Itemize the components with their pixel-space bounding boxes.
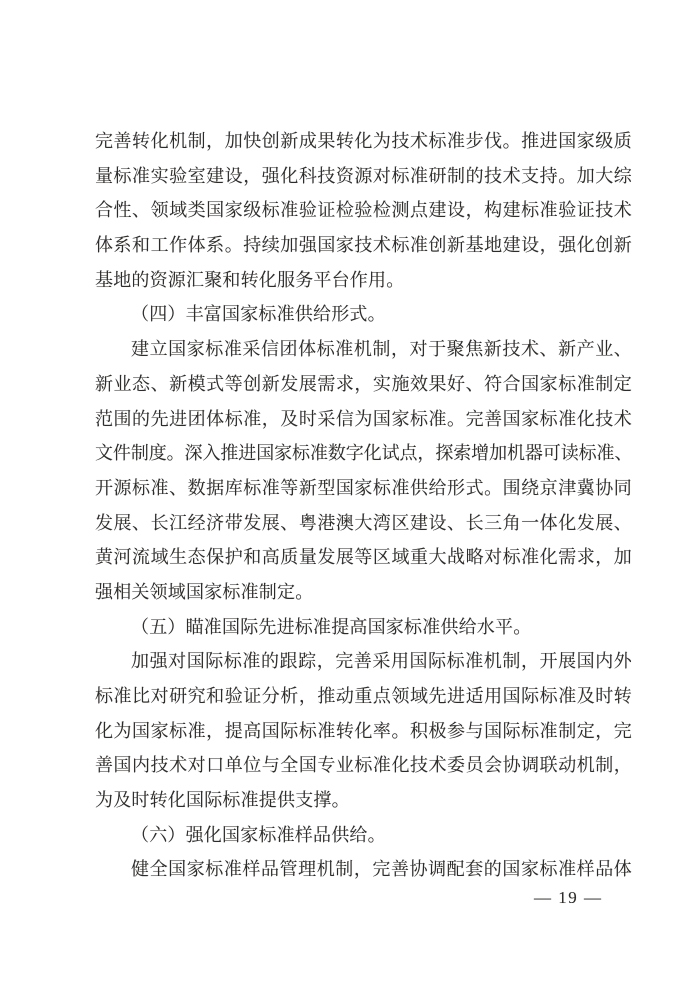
document-body [95, 124, 632, 887]
section-heading-6: （六）强化国家标准样品供给。 [131, 824, 386, 845]
paragraph-line: 发展、长江经济带发展、粤港澳大湾区建设、长三角一体化发展、 [95, 512, 632, 533]
paragraph-line: 黄河流域生态保护和高质量发展等区域重大战略对标准化需求，加 [95, 547, 632, 568]
paragraph-line: 文件制度。深入推进国家标准数字化试点，探索增加机器可读标准、 [95, 443, 632, 464]
paragraph-line: 为及时转化国际标准提供支撑。 [95, 790, 350, 811]
paragraph-line: 完善转化机制，加快创新成果转化为技术标准步伐。推进国家级质 [95, 131, 632, 151]
page-number: — 19 — [534, 888, 603, 907]
paragraph-line: 建立国家标准采信团体标准机制，对于聚焦新技术、新产业、 [131, 339, 632, 360]
paragraph-line: 加强对国际标准的跟踪，完善采用国际标准机制，开展国内外 [131, 651, 632, 672]
paragraph-line: 善国内技术对口单位与全国专业标准化技术委员会协调联动机制， [95, 755, 632, 776]
paragraph-line: 基地的资源汇聚和转化服务平台作用。 [95, 269, 405, 290]
paragraph-line: 开源标准、数据库标准等新型国家标准供给形式。围绕京津冀协同 [95, 477, 632, 498]
paragraph-line: 量标准实验室建设，强化科技资源对标准研制的技术支持。加大综 [95, 165, 632, 186]
paragraph-line: 强相关领域国家标准制定。 [95, 581, 314, 602]
paragraph-line: 化为国家标准，提高国际标准转化率。积极参与国际标准制定，完 [95, 720, 632, 741]
paragraph-line: 新业态、新模式等创新发展需求，实施效果好、符合国家标准制定 [95, 373, 632, 394]
section-heading-4: （四）丰富国家标准供给形式。 [131, 304, 386, 325]
paragraph-line: 范围的先进团体标准，及时采信为国家标准。完善国家标准化技术 [95, 408, 632, 429]
paragraph-line: 体系和工作体系。持续加强国家技术标准创新基地建设，强化创新 [95, 235, 632, 256]
paragraph-line: 健全国家标准样品管理机制，完善协调配套的国家标准样品体 [131, 859, 632, 880]
paragraph-line: 合性、领域类国家级标准验证检验检测点建设，构建标准验证技术 [95, 200, 632, 221]
paragraph-line: 标准比对研究和验证分析，推动重点领域先进适用国际标准及时转 [95, 686, 632, 706]
section-heading-5: （五）瞄准国际先进标准提高国家标准供给水平。 [131, 616, 532, 637]
